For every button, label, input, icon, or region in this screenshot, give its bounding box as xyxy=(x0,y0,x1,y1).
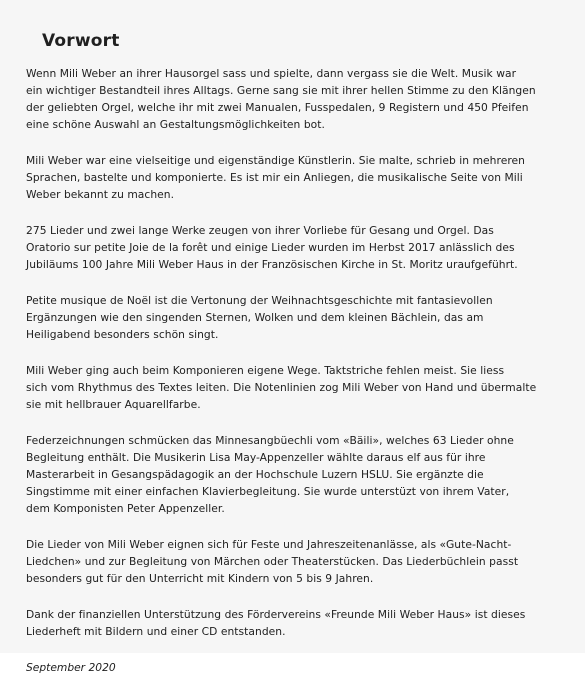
paragraph-line: ein wichtiger Bestandteil ihres Alltags. Gerne sang sie mit ihrer hellen Stimme zu den Klängen xyxy=(26,84,536,97)
paragraph-line: Die Lieder von Mili Weber eignen sich für Feste und Jahreszeitenanlässe, als «Gute-Nacht- xyxy=(26,538,512,551)
paragraph-composition xyxy=(26,362,574,413)
paragraph-songbook xyxy=(26,432,574,517)
paragraph-line: Liederheft mit Bildern und einer CD entstanden. xyxy=(26,625,286,638)
paragraph-line: Begleitung enthält. Die Musikerin Lisa May-Appenzeller wählte daraus elf aus für ihre xyxy=(26,451,486,464)
paragraph-line: Weber bekannt zu machen. xyxy=(26,188,175,201)
paragraph-line: Heiligabend besonders schön singt. xyxy=(26,328,219,341)
paragraph-line: Singstimme mit einer einfachen Klavierbegleitung. Sie wurde unterstüzt von ihrem Vater, xyxy=(26,485,510,498)
paragraph-noel xyxy=(26,292,574,343)
paragraph-line: Wenn Mili Weber an ihrer Hausorgel sass und spielte, dann vergass sie die Welt. Musik war xyxy=(26,67,517,80)
paragraph-line: eine schöne Auswahl an Gestaltungsmöglichkeiten bot. xyxy=(26,118,325,131)
paragraph-line: Petite musique de Noël ist die Vertonung der Weihnachtsgeschichte mit fantasievollen xyxy=(26,294,493,307)
foreword-body xyxy=(26,65,574,676)
date-line: September 2020 xyxy=(26,661,116,674)
paragraph-line: dem Komponisten Peter Appenzeller. xyxy=(26,502,225,515)
paragraph-works xyxy=(26,222,574,273)
paragraph-line: Jubiläums 100 Jahre Mili Weber Haus in der Französischen Kirche in St. Moritz uraufgeführt. xyxy=(26,258,518,271)
paragraph-line: Federzeichnungen schmücken das Minnesangbüechli vom «Bäili», welches 63 Lieder ohne xyxy=(26,434,514,447)
paragraph-line: Masterarbeit in Gesangspädagogik an der Hochschule Luzern HSLU. Sie ergänzte die xyxy=(26,468,484,481)
paragraph-line: Mili Weber ging auch beim Komponieren eigene Wege. Taktstriche fehlen meist. Sie liess xyxy=(26,364,505,377)
paragraph-line: 275 Lieder und zwei lange Werke zeugen von ihrer Vorliebe für Gesang und Orgel. Das xyxy=(26,224,494,237)
paragraph-uses xyxy=(26,536,574,587)
paragraph-thanks xyxy=(26,606,574,640)
page-title: Vorwort xyxy=(42,31,120,51)
paragraph-line: Oratorio sur petite Joie de la forêt und einige Lieder wurden im Herbst 2017 anlässlich des xyxy=(26,241,515,254)
paragraph-line: Ergänzungen wie den singenden Sternen, Wolken und dem kleinen Bächlein, das am xyxy=(26,311,484,324)
paragraph-line: besonders gut für den Unterricht mit Kindern von 5 bis 9 Jahren. xyxy=(26,572,374,585)
paragraph-line: Sprachen, bastelte und komponierte. Es ist mir ein Anliegen, die musikalische Seite von Mili xyxy=(26,171,523,184)
paragraph-line: der geliebten Orgel, welche ihr mit zwei Manualen, Fusspedalen, 9 Registern und 450 Pfeifen xyxy=(26,101,529,114)
paragraph-artist xyxy=(26,152,574,203)
paragraph-line: Mili Weber war eine vielseitige und eigenständige Künstlerin. Sie malte, schrieb in mehreren xyxy=(26,154,525,167)
paragraph-line: sie mit hellbrauer Aquarellfarbe. xyxy=(26,398,201,411)
paragraph-line: sich vom Rhythmus des Textes leiten. Die Notenlinien zog Mili Weber von Hand und übermalte xyxy=(26,381,537,394)
paragraph-line: Liedchen» und zur Begleitung von Märchen oder Theaterstücken. Das Liederbüchlein passt xyxy=(26,555,519,568)
paragraph-line: Dank der finanziellen Unterstützung des Fördervereins «Freunde Mili Weber Haus» ist dieses xyxy=(26,608,526,621)
paragraph-organ-music xyxy=(26,65,574,133)
